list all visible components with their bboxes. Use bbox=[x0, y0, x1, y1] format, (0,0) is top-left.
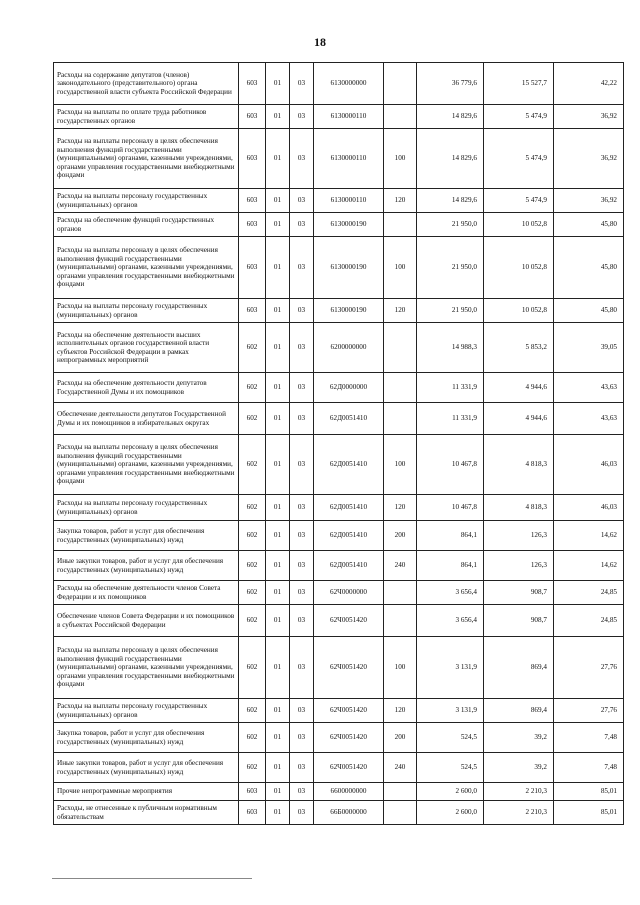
row-rz: 01 bbox=[266, 699, 290, 723]
row-pct: 36,92 bbox=[554, 189, 624, 213]
table-row bbox=[54, 373, 624, 403]
row-fact: 126,3 bbox=[484, 551, 554, 581]
row-ved: 603 bbox=[239, 213, 266, 237]
row-fact: 4 818,3 bbox=[484, 495, 554, 521]
row-ved: 602 bbox=[239, 753, 266, 783]
table-row bbox=[54, 521, 624, 551]
row-name: Расходы на выплаты персоналу государственных (муниципальных) органов bbox=[54, 699, 239, 723]
row-csr: 6130000190 bbox=[314, 237, 384, 299]
row-plan: 11 331,9 bbox=[417, 373, 484, 403]
row-fact: 10 052,8 bbox=[484, 237, 554, 299]
row-name: Расходы на выплаты персоналу государственных (муниципальных) органов bbox=[54, 495, 239, 521]
row-ved: 602 bbox=[239, 637, 266, 699]
row-vr: 200 bbox=[384, 723, 417, 753]
table-row bbox=[54, 783, 624, 801]
row-ved: 602 bbox=[239, 495, 266, 521]
row-vr bbox=[384, 105, 417, 129]
row-pr: 03 bbox=[290, 237, 314, 299]
row-ved: 602 bbox=[239, 605, 266, 637]
row-name: Прочие непрограммные мероприятия bbox=[54, 783, 239, 801]
table-row bbox=[54, 753, 624, 783]
row-rz: 01 bbox=[266, 299, 290, 323]
row-name: Расходы на выплаты по оплате труда работников государственных органов bbox=[54, 105, 239, 129]
row-name: Расходы на обеспечение функций государственных органов bbox=[54, 213, 239, 237]
row-ved: 603 bbox=[239, 189, 266, 213]
row-name: Расходы на выплаты персоналу в целях обеспечения выполнения функций государственными (муниципальными) органами, казенными учреждениями, органами управления государственными внебюджетными фондами bbox=[54, 637, 239, 699]
row-name: Расходы на выплаты персоналу в целях обеспечения выполнения функций государственными (муниципальными) органами, казенными учреждениями, органами управления государственными внебюджетными фондами bbox=[54, 129, 239, 189]
row-name: Иные закупки товаров, работ и услуг для обеспечения государственных (муниципальных) нужд bbox=[54, 551, 239, 581]
table-row bbox=[54, 723, 624, 753]
row-fact: 908,7 bbox=[484, 581, 554, 605]
row-name: Расходы на выплаты персоналу в целях обеспечения выполнения функций государственными (муниципальными) органами, казенными учреждениями, органами управления государственными внебюджетными фондами bbox=[54, 237, 239, 299]
row-ved: 602 bbox=[239, 435, 266, 495]
row-vr: 120 bbox=[384, 495, 417, 521]
row-fact: 4 944,6 bbox=[484, 403, 554, 435]
row-fact: 4 818,3 bbox=[484, 435, 554, 495]
row-name: Расходы на выплаты персоналу государственных (муниципальных) органов bbox=[54, 189, 239, 213]
row-fact: 39,2 bbox=[484, 753, 554, 783]
table-row bbox=[54, 129, 624, 189]
row-rz: 01 bbox=[266, 373, 290, 403]
row-csr: 6200000000 bbox=[314, 323, 384, 373]
row-pct: 85,01 bbox=[554, 783, 624, 801]
row-fact: 2 210,3 bbox=[484, 801, 554, 825]
table-row bbox=[54, 189, 624, 213]
table-row bbox=[54, 299, 624, 323]
row-csr: 6130000190 bbox=[314, 299, 384, 323]
table-row bbox=[54, 495, 624, 521]
row-rz: 01 bbox=[266, 237, 290, 299]
row-pr: 03 bbox=[290, 581, 314, 605]
row-pct: 43,63 bbox=[554, 403, 624, 435]
table-row bbox=[54, 237, 624, 299]
page-divider bbox=[52, 878, 252, 879]
row-csr: 62Д0051410 bbox=[314, 495, 384, 521]
row-fact: 15 527,7 bbox=[484, 63, 554, 105]
row-name: Расходы на выплаты персоналу в целях обеспечения выполнения функций государственными (муниципальными) органами, казенными учреждениями, органами управления государственными внебюджетными фондами bbox=[54, 435, 239, 495]
row-ved: 602 bbox=[239, 403, 266, 435]
row-rz: 01 bbox=[266, 323, 290, 373]
row-pct: 24,85 bbox=[554, 605, 624, 637]
row-csr: 62Д0051410 bbox=[314, 551, 384, 581]
row-pct: 24,85 bbox=[554, 581, 624, 605]
row-pr: 03 bbox=[290, 605, 314, 637]
row-ved: 603 bbox=[239, 237, 266, 299]
row-fact: 5 474,9 bbox=[484, 129, 554, 189]
row-plan: 3 656,4 bbox=[417, 605, 484, 637]
row-plan: 14 829,6 bbox=[417, 129, 484, 189]
row-csr: 62Ч0000000 bbox=[314, 581, 384, 605]
row-pr: 03 bbox=[290, 403, 314, 435]
row-name: Расходы на содержание депутатов (членов) законодательного (представительного) органа государственной власти субъекта Российской Федерации bbox=[54, 63, 239, 105]
row-pct: 45,80 bbox=[554, 299, 624, 323]
row-pct: 45,80 bbox=[554, 213, 624, 237]
row-csr: 62Ч0051420 bbox=[314, 637, 384, 699]
row-rz: 01 bbox=[266, 801, 290, 825]
row-rz: 01 bbox=[266, 783, 290, 801]
row-csr: 62Д0051410 bbox=[314, 521, 384, 551]
row-name: Расходы на обеспечение деятельности депутатов Государственной Думы и их помощников bbox=[54, 373, 239, 403]
row-vr bbox=[384, 783, 417, 801]
row-csr: 6130000110 bbox=[314, 129, 384, 189]
row-csr: 62Ч0051420 bbox=[314, 753, 384, 783]
table-body bbox=[54, 63, 624, 825]
row-fact: 908,7 bbox=[484, 605, 554, 637]
table-row bbox=[54, 403, 624, 435]
row-pct: 42,22 bbox=[554, 63, 624, 105]
row-ved: 602 bbox=[239, 551, 266, 581]
row-vr: 100 bbox=[384, 237, 417, 299]
row-pr: 03 bbox=[290, 801, 314, 825]
row-csr: 62Ч0051420 bbox=[314, 605, 384, 637]
row-vr: 120 bbox=[384, 699, 417, 723]
table-row bbox=[54, 63, 624, 105]
table-row bbox=[54, 435, 624, 495]
row-plan: 524,5 bbox=[417, 723, 484, 753]
row-pr: 03 bbox=[290, 299, 314, 323]
table-row bbox=[54, 551, 624, 581]
row-fact: 39,2 bbox=[484, 723, 554, 753]
row-pr: 03 bbox=[290, 129, 314, 189]
row-ved: 602 bbox=[239, 323, 266, 373]
row-plan: 21 950,0 bbox=[417, 237, 484, 299]
row-plan: 14 829,6 bbox=[417, 189, 484, 213]
row-rz: 01 bbox=[266, 551, 290, 581]
row-plan: 524,5 bbox=[417, 753, 484, 783]
page-number: 18 bbox=[314, 35, 326, 49]
row-vr: 100 bbox=[384, 129, 417, 189]
row-ved: 603 bbox=[239, 801, 266, 825]
row-fact: 10 052,8 bbox=[484, 299, 554, 323]
row-name: Закупка товаров, работ и услуг для обеспечения государственных (муниципальных) нужд bbox=[54, 521, 239, 551]
row-pct: 43,63 bbox=[554, 373, 624, 403]
row-pct: 7,48 bbox=[554, 753, 624, 783]
row-fact: 5 474,9 bbox=[484, 189, 554, 213]
row-fact: 869,4 bbox=[484, 699, 554, 723]
row-fact: 2 210,3 bbox=[484, 783, 554, 801]
row-csr: 62Д0000000 bbox=[314, 373, 384, 403]
row-csr: 66Б0000000 bbox=[314, 801, 384, 825]
row-fact: 869,4 bbox=[484, 637, 554, 699]
row-fact: 126,3 bbox=[484, 521, 554, 551]
row-ved: 602 bbox=[239, 373, 266, 403]
row-pct: 7,48 bbox=[554, 723, 624, 753]
row-csr: 62Ч0051420 bbox=[314, 723, 384, 753]
row-rz: 01 bbox=[266, 63, 290, 105]
table-row bbox=[54, 605, 624, 637]
row-name: Расходы на обеспечение деятельности высших исполнительных органов государственной власти субъектов Российской Федерации в рамках непрограммных мероприятий bbox=[54, 323, 239, 373]
row-vr: 100 bbox=[384, 637, 417, 699]
row-pr: 03 bbox=[290, 551, 314, 581]
row-csr: 6130000000 bbox=[314, 63, 384, 105]
row-pr: 03 bbox=[290, 435, 314, 495]
row-pr: 03 bbox=[290, 63, 314, 105]
row-rz: 01 bbox=[266, 637, 290, 699]
row-pr: 03 bbox=[290, 637, 314, 699]
row-rz: 01 bbox=[266, 213, 290, 237]
row-pr: 03 bbox=[290, 189, 314, 213]
row-pct: 46,03 bbox=[554, 495, 624, 521]
table-row bbox=[54, 323, 624, 373]
row-pr: 03 bbox=[290, 495, 314, 521]
row-rz: 01 bbox=[266, 753, 290, 783]
row-plan: 2 600,0 bbox=[417, 801, 484, 825]
row-pct: 36,92 bbox=[554, 105, 624, 129]
row-ved: 603 bbox=[239, 783, 266, 801]
row-ved: 603 bbox=[239, 129, 266, 189]
row-name: Иные закупки товаров, работ и услуг для обеспечения государственных (муниципальных) нужд bbox=[54, 753, 239, 783]
row-plan: 11 331,9 bbox=[417, 403, 484, 435]
row-vr bbox=[384, 403, 417, 435]
row-csr: 6130000190 bbox=[314, 213, 384, 237]
row-pr: 03 bbox=[290, 373, 314, 403]
row-plan: 36 779,6 bbox=[417, 63, 484, 105]
row-pct: 85,01 bbox=[554, 801, 624, 825]
row-rz: 01 bbox=[266, 495, 290, 521]
row-pct: 14,62 bbox=[554, 521, 624, 551]
row-pct: 27,76 bbox=[554, 637, 624, 699]
row-rz: 01 bbox=[266, 129, 290, 189]
row-csr: 62Д0051410 bbox=[314, 435, 384, 495]
row-vr: 100 bbox=[384, 435, 417, 495]
row-name: Закупка товаров, работ и услуг для обеспечения государственных (муниципальных) нужд bbox=[54, 723, 239, 753]
row-csr: 6600000000 bbox=[314, 783, 384, 801]
table-row bbox=[54, 637, 624, 699]
row-vr bbox=[384, 213, 417, 237]
row-pr: 03 bbox=[290, 699, 314, 723]
row-name: Расходы на выплаты персоналу государственных (муниципальных) органов bbox=[54, 299, 239, 323]
row-plan: 14 988,3 bbox=[417, 323, 484, 373]
row-pct: 36,92 bbox=[554, 129, 624, 189]
row-rz: 01 bbox=[266, 605, 290, 637]
table-row bbox=[54, 213, 624, 237]
row-ved: 603 bbox=[239, 299, 266, 323]
row-pct: 14,62 bbox=[554, 551, 624, 581]
row-csr: 6130000110 bbox=[314, 105, 384, 129]
row-vr bbox=[384, 581, 417, 605]
row-vr: 120 bbox=[384, 299, 417, 323]
row-rz: 01 bbox=[266, 189, 290, 213]
row-vr: 240 bbox=[384, 551, 417, 581]
row-rz: 01 bbox=[266, 403, 290, 435]
row-pr: 03 bbox=[290, 753, 314, 783]
row-plan: 3 656,4 bbox=[417, 581, 484, 605]
row-csr: 62Д0051410 bbox=[314, 403, 384, 435]
row-name: Расходы, не отнесенные к публичным нормативным обязательствам bbox=[54, 801, 239, 825]
row-ved: 602 bbox=[239, 699, 266, 723]
row-ved: 602 bbox=[239, 723, 266, 753]
row-fact: 5 474,9 bbox=[484, 105, 554, 129]
row-vr: 200 bbox=[384, 521, 417, 551]
table-row bbox=[54, 801, 624, 825]
row-ved: 602 bbox=[239, 581, 266, 605]
row-vr bbox=[384, 63, 417, 105]
row-vr: 240 bbox=[384, 753, 417, 783]
row-csr: 62Ч0051420 bbox=[314, 699, 384, 723]
row-vr bbox=[384, 323, 417, 373]
row-pct: 39,05 bbox=[554, 323, 624, 373]
row-pr: 03 bbox=[290, 723, 314, 753]
row-rz: 01 bbox=[266, 723, 290, 753]
row-fact: 4 944,6 bbox=[484, 373, 554, 403]
row-plan: 3 131,9 bbox=[417, 637, 484, 699]
row-rz: 01 bbox=[266, 581, 290, 605]
row-plan: 10 467,8 bbox=[417, 495, 484, 521]
row-vr bbox=[384, 801, 417, 825]
row-name: Расходы на обеспечение деятельности членов Совета Федерации и их помощников bbox=[54, 581, 239, 605]
row-vr bbox=[384, 605, 417, 637]
row-csr: 6130000110 bbox=[314, 189, 384, 213]
row-plan: 864,1 bbox=[417, 521, 484, 551]
table-row bbox=[54, 699, 624, 723]
row-fact: 5 853,2 bbox=[484, 323, 554, 373]
table-row bbox=[54, 105, 624, 129]
row-name: Обеспечение деятельности депутатов Государственной Думы и их помощников в избирательных округах bbox=[54, 403, 239, 435]
row-plan: 10 467,8 bbox=[417, 435, 484, 495]
row-pct: 46,03 bbox=[554, 435, 624, 495]
row-plan: 14 829,6 bbox=[417, 105, 484, 129]
table-row bbox=[54, 581, 624, 605]
row-pr: 03 bbox=[290, 105, 314, 129]
row-ved: 603 bbox=[239, 63, 266, 105]
row-rz: 01 bbox=[266, 435, 290, 495]
row-pr: 03 bbox=[290, 213, 314, 237]
row-ved: 602 bbox=[239, 521, 266, 551]
row-rz: 01 bbox=[266, 521, 290, 551]
row-plan: 864,1 bbox=[417, 551, 484, 581]
row-pct: 27,76 bbox=[554, 699, 624, 723]
row-rz: 01 bbox=[266, 105, 290, 129]
row-plan: 21 950,0 bbox=[417, 299, 484, 323]
row-plan: 3 131,9 bbox=[417, 699, 484, 723]
row-vr bbox=[384, 373, 417, 403]
budget-table bbox=[53, 62, 624, 825]
row-pr: 03 bbox=[290, 783, 314, 801]
row-plan: 2 600,0 bbox=[417, 783, 484, 801]
row-pr: 03 bbox=[290, 323, 314, 373]
row-pr: 03 bbox=[290, 521, 314, 551]
row-name: Обеспечение членов Совета Федерации и их помощников в субъектах Российской Федерации bbox=[54, 605, 239, 637]
row-pct: 45,80 bbox=[554, 237, 624, 299]
row-ved: 603 bbox=[239, 105, 266, 129]
row-plan: 21 950,0 bbox=[417, 213, 484, 237]
row-fact: 10 052,8 bbox=[484, 213, 554, 237]
row-vr: 120 bbox=[384, 189, 417, 213]
